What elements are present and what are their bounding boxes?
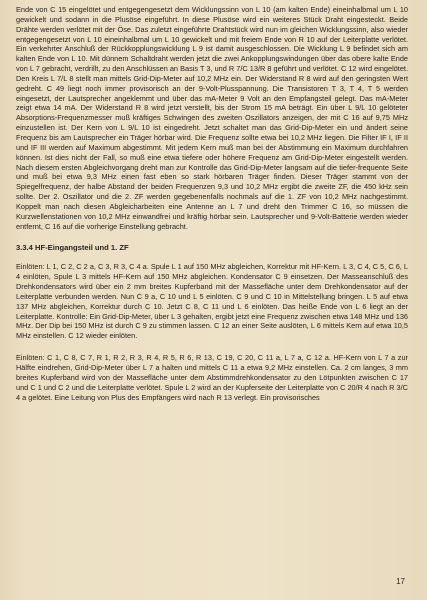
paragraph-1: Ende von C 15 eingelötet und entgegengesetzt dem Wicklungssinn von L 10 (am kalten Ende) eineinhalbmal um L 10 gewickelt und sodann in die Plusöse eingeführt. In diese Plusöse wird ein weiteres Stück Draht eingesteckt. Beide Drähte werden verlötet mit der Öse. Das zuletzt eingeführte Drahtstück wird nun im gleichen Wicklungssinn, also wieder entgegengesetzt von L 10 eineinhalbmal um L 10 gewickelt und mit freiem Ende von R 10 auf der Leiterplatte verlötet. Ein verkehrter Anschluß der Rückkopplungswicklung L 9 ist damit ausgeschlossen. Die Wicklung L 9 befindet sich am kalten Ende von L 10. Mit dünnem Schaltdraht werden jetzt die zwei Ankopplungswindungen über das obere kalte Ende von L 7 gebracht, verdrillt, zu den Anschlüssen an Basis T 3, und R 7/C 13/R 8 geführt und verlötet. C 12 wird eingelötet. Den Kreis L 7/L 8 stellt man mittels Grid-Dip-Meter auf 10,2 MHz ein. Der Widerstand R 8 wird auf den geringsten Wert gedreht. C 49 liegt noch immer provisorisch an der 9-Volt-Plusspannung. Die Transistoren T 3, T 4, T 5 werden eingesetzt, der Lautsprecher angeklemmt und über das mA-Meter 9 Volt an den Empfangsteil gelegt. Das mA-Meter zeigt etwa 14 mA. Der Widerstand R 8 wird jetzt verstellt, bis der Strom 15 mA beträgt. Ein über L 9/L 10 gelöteter Absorptions-Frequenzmesser muß kräftiges Schwingen des zweiten Oszillators anzeigen, der mit C 16 auf 9,75 MHz einzustellen ist. Der Kern von L 9/L 10 ist eingedreht. Jetzt schaltet man das Grid-Dip-Meter ein und ändert seine Frequenz bis am Lautsprecher ein Träger hörbar wird. Die Frequenz sollte etwa bei 10,2 MHz liegen. Die Filter IF I, IF II und IF III werden auf Maximum abgestimmt. Mit jedem Kern muß man bei der Abstimmung ein Maximum durchfahren können. Ist dies nicht der Fall, so muß eine etwa tiefere oder höhere Frequenz am Grid-Dip-Meter eingestellt werden. Nach diesem ersten Abgleichvorgang dreht man zur Kontrolle das Grid-Dip-Meter langsam auf die tiefer-frequente Seite und muß bei etwa 9,3 MHz einen fast eben so stark hörbaren Träger finden. Dieser Träger stammt von der Spiegelfrequenz, der halbe Abstand der beiden Frequenzen 9,3 und 10,2 MHz ergibt die zweite ZF, die 450 kHz sein sollte. Der 2. Oszillator und die 2. ZF werden gegebenenfalls nochmals auf die 1. ZF von 10,2 MHz nachgestimmt. Koppelt man nach diesen Abgleicharbeiten eine Antenne an L 7 und dreht den Trimmer C 16, so müssen die Kurzwellenstationen von 10,2 MHz einwandfrei und kräftig hörbar sein. Lautsprecher und 9-Volt-Batterie werden wieder entfernt, C 16 auf die vorherige Einstellung gebracht.: [16, 5, 408, 231]
paragraph-2: Einlöten: L 1, C 2, C 2 a, C 3, R 3, C 4 a. Spule L 1 auf 150 MHz abgleichen, Korrektur mit HF-Kern. L 3, C 4, C 5, C 6, L 4 einlöten, Spule L 3 mittels HF-Kern auf 150 MHz abgleichen. Kondensator C 9 einsetzen. Der Masseanschluß des Drehkondensators wird über ein 2 mm breites Kupferband mit der Massefläche unter dem Drehkondensator auf der Leiterplatte verbunden werden. Nun C 9 a, C 10 und L 5 einlöten. C 9 und C 10 in Mittelstellung bringen. L 5 auf etwa 137 MHz abgleichen, Korrektur durch C 10. Jetzt C 8, C 11 und L 6 einlöten. Das heiße Ende von L 6 liegt an der Leiterplatte. Kontrolle: Ein Grid-Dip-Meter, über L 3 gehalten, ergibt jetzt eine Frequenz zwischen etwa 148 MHz und 136 MHz. Der Dip bei 150 MHz ist durch C 9 zu stimmen lassen. C 12 an einer Seite auslöten, L 6 mittels Kern auf etwa 10,5 MHz einstellen. C 12 wieder einlöten.: [16, 262, 409, 341]
paragraph-spacer: [16, 341, 408, 353]
section-heading: 3.3.4 HF-Eingangsteil und 1. ZF: [16, 243, 129, 253]
paragraph-spacer: [16, 231, 408, 243]
heading-spacer: [16, 253, 408, 262]
page-body: [16, 5, 408, 402]
page-number: 17: [396, 577, 405, 586]
paragraph-3: Einlöten: C 1, C 8, C 7, R 1, R 2, R 3, R 4, R 5, R 6, R 13, C 19, C 20, C 11 a, L 7 a, C 12 a. HF-Kern von L 7 a zur Hälfte eindrehen, Grid-Dip-Meter über L 7 a halten und mittels C 11 a etwa 9,2 MHz einstellen. Ca. 2 cm langes, 3 mm breites Kupferband wird von der Massefläche unter dem Abstimmdrehkondensator zu den Lötpunkten zwischen C 17 und C 1 und C 2 und die Leiterplatte verlötet. Spule L 2 wird an der Kupferseite der Leiterplatte von C 20/R 4 nach R 3/C 4 a gelötet. Eine Leitung von Plus des Empfängers wird nach R 13 verlegt. Ein provisorisches: [16, 353, 408, 402]
